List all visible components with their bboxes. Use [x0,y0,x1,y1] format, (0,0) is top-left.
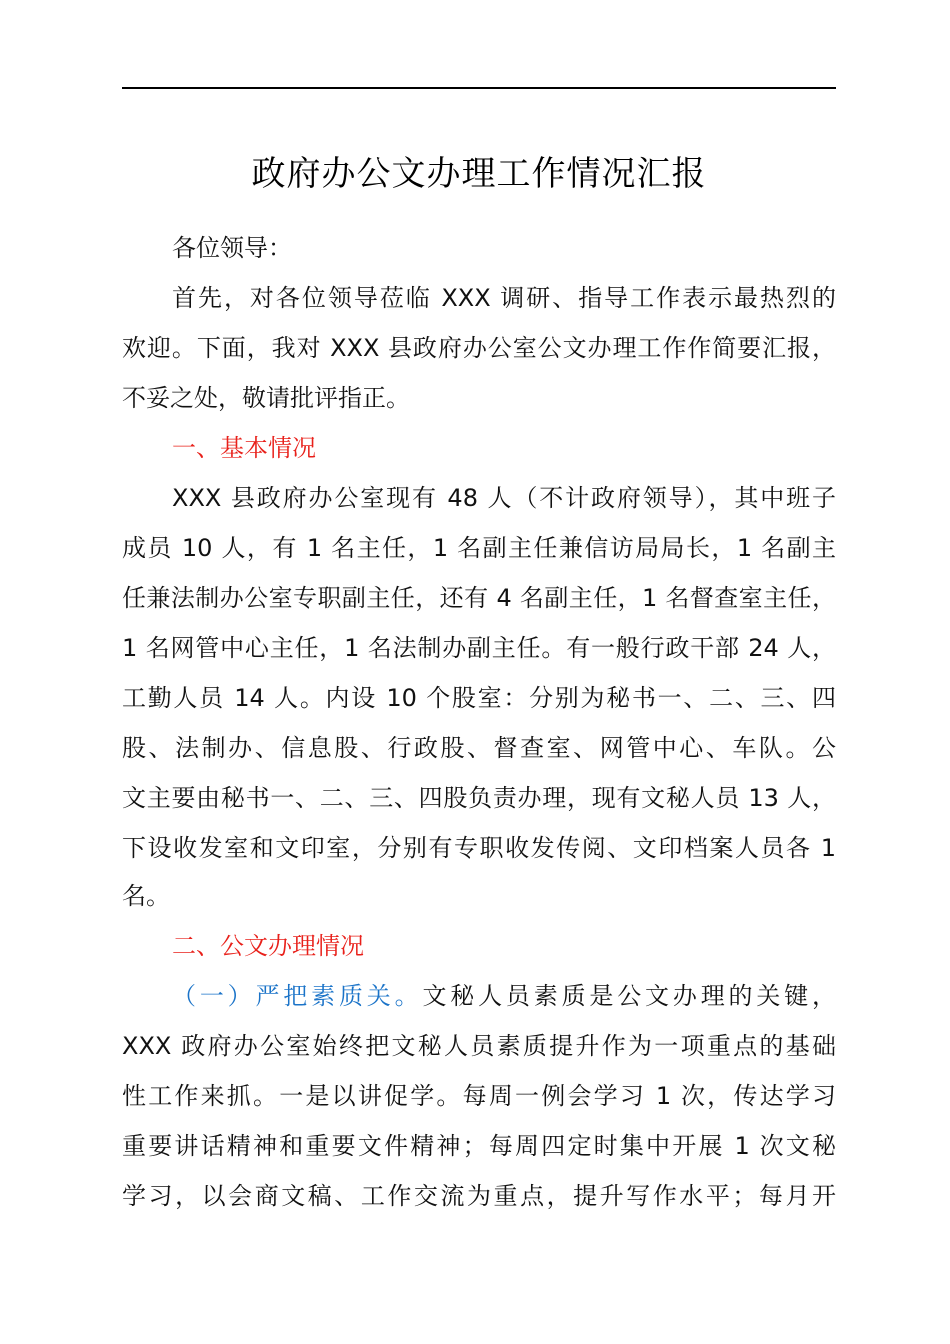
section-1-line-4: 1 名网管中心主任，1 名法制办副主任。有一般行政干部 24 人， [122,634,836,662]
section-1-line-2: 成员 10 人，有 1 名主任，1 名副主任兼信访局局长，1 名副主 [122,534,836,562]
section-2-line-1-text: 文秘人员素质是公文办理的关键， [422,982,837,1010]
section-1-line-8: 下设收发室和文印室，分别有专职收发传阅、文印档案人员各 1 [122,834,836,862]
subsection-1-heading: （一）严把素质关。 [172,982,423,1010]
section-2-line-5: 学习，以会商文稿、工作交流为重点，提升写作水平；每月开 [122,1182,836,1210]
section-1-line-3: 任兼法制办公室专职副主任，还有 4 名副主任，1 名督查室主任， [122,584,836,612]
section-2-line-2: XXX 政府办公室始终把文秘人员素质提升作为一项重点的基础 [122,1032,836,1060]
section-1-line-6: 股、法制办、信息股、行政股、督查室、网管中心、车队。公 [122,734,836,762]
intro-line-1: 首先，对各位领导莅临 XXX 调研、指导工作表示最热烈的 [172,284,836,312]
section-1-line-7: 文主要由秘书一、二、三、四股负责办理，现有文秘人员 13 人， [122,784,836,812]
intro-line-2: 欢迎。下面，我对 XXX 县政府办公室公文办理工作作简要汇报， [122,334,836,362]
salutation: 各位领导： [172,234,292,262]
section-2-heading: 二、公文办理情况 [172,932,364,960]
section-1-heading: 一、基本情况 [172,434,316,462]
section-2-line-3: 性工作来抓。一是以讲促学。每周一例会学习 1 次，传达学习 [122,1082,836,1110]
section-1-line-9: 名。 [122,882,170,910]
section-2-line-1 [172,978,836,1014]
document-title: 政府办公文办理工作情况汇报 [251,154,707,194]
section-2-line-4: 重要讲话精神和重要文件精神；每周四定时集中开展 1 次文秘 [122,1132,836,1160]
intro-line-3: 不妥之处，敬请批评指正。 [122,384,410,412]
header-rule [122,87,836,89]
section-1-line-5: 工勤人员 14 人。内设 10 个股室：分别为秘书一、二、三、四 [122,684,836,712]
section-1-line-1: XXX 县政府办公室现有 48 人（不计政府领导），其中班子 [172,484,836,512]
